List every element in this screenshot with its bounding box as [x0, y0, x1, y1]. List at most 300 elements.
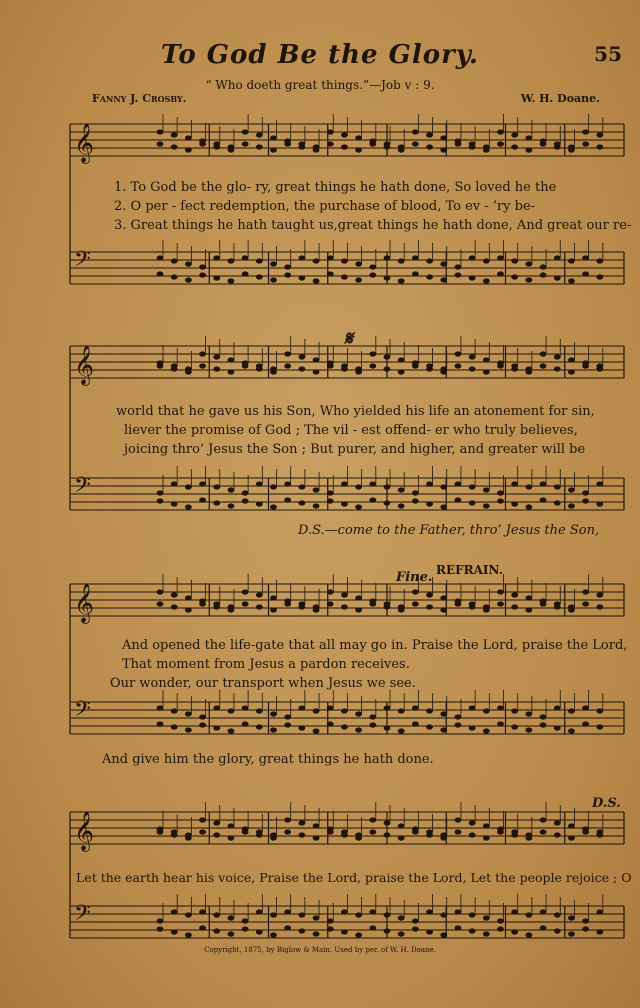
note-head: [213, 725, 220, 730]
note-head: [313, 357, 320, 362]
note-head: [483, 147, 490, 152]
note-head: [270, 147, 277, 152]
note-head: [313, 369, 320, 374]
note-head: [284, 714, 291, 719]
note-head: [270, 607, 277, 612]
note-head: [525, 912, 532, 917]
note-head: [341, 144, 348, 149]
note-head: [284, 601, 291, 606]
note-head: [596, 274, 603, 279]
note-head: [426, 274, 433, 279]
note-head: [455, 363, 462, 368]
note-head: [341, 132, 348, 137]
note-head: [596, 481, 603, 486]
note-head: [284, 481, 291, 486]
note-head: [171, 724, 178, 729]
note-head: [242, 705, 249, 710]
note-head: [596, 909, 603, 914]
note-head: [455, 497, 462, 502]
note-head: [355, 595, 362, 600]
note-head: [369, 141, 376, 146]
note-head: [426, 604, 433, 609]
note-head: [426, 258, 433, 263]
note-head: [525, 369, 532, 374]
note-head: [497, 721, 504, 726]
note-head: [483, 278, 490, 283]
note-head: [582, 363, 589, 368]
note-head: [568, 278, 575, 283]
note-head: [157, 721, 164, 726]
note-head: [511, 724, 518, 729]
note-head: [568, 258, 575, 263]
note-head: [242, 601, 249, 606]
note-head: [228, 728, 235, 733]
note-head: [568, 607, 575, 612]
note-head: [469, 500, 476, 505]
note-head: [199, 351, 206, 356]
note-head: [313, 708, 320, 713]
note-head: [185, 504, 192, 509]
note-head: [341, 258, 348, 263]
note-head: [525, 607, 532, 612]
note-head: [554, 705, 561, 710]
note-head: [185, 912, 192, 917]
note-head: [355, 711, 362, 716]
note-head: [171, 604, 178, 609]
note-head: [341, 592, 348, 597]
note-head: [298, 275, 305, 280]
note-head: [455, 829, 462, 834]
note-head: [228, 503, 235, 508]
note-head: [497, 129, 504, 134]
note-head: [525, 711, 532, 716]
note-head: [171, 144, 178, 149]
note-head: [525, 135, 532, 140]
note-head: [341, 501, 348, 506]
note-head: [540, 829, 547, 834]
note-head: [497, 705, 504, 710]
note-head: [199, 714, 206, 719]
fine-mark: Fine.: [396, 570, 433, 585]
note-head: [554, 500, 561, 505]
note-head: [369, 714, 376, 719]
note-head: [469, 820, 476, 825]
note-head: [455, 925, 462, 930]
note-head: [185, 261, 192, 266]
note-head: [369, 722, 376, 727]
page-number: 55: [594, 42, 622, 66]
note-head: [554, 366, 561, 371]
system3-ds-line: And give him the glory, great things he hath done.: [102, 752, 434, 767]
note-head: [426, 832, 433, 837]
note-head: [540, 264, 547, 269]
note-head: [596, 929, 603, 934]
note-head: [199, 925, 206, 930]
note-head: [298, 144, 305, 149]
note-head: [284, 722, 291, 727]
copyright-notice: Copyright, 1875, by Biglow & Main. Used by per. of W. H. Doane.: [204, 946, 436, 954]
note-head: [185, 711, 192, 716]
note-head: [157, 255, 164, 260]
note-head: [284, 909, 291, 914]
note-head: [483, 915, 490, 920]
composer-credit: W. H. Doane.: [520, 92, 600, 105]
note-head: [412, 926, 419, 931]
note-head: [426, 144, 433, 149]
note-head: [511, 929, 518, 934]
note-head: [412, 918, 419, 923]
note-head: [483, 258, 490, 263]
note-head: [171, 132, 178, 137]
note-head: [157, 271, 164, 276]
note-head: [355, 835, 362, 840]
treble-clef: 𝄞: [74, 123, 95, 163]
note-head: [256, 909, 263, 914]
note-head: [284, 363, 291, 368]
note-head: [256, 604, 263, 609]
note-head: [412, 363, 419, 368]
note-head: [568, 503, 575, 508]
note-head: [426, 366, 433, 371]
note-head: [313, 607, 320, 612]
note-head: [213, 275, 220, 280]
note-head: [426, 909, 433, 914]
note-head: [256, 481, 263, 486]
note-head: [256, 592, 263, 597]
note-head: [398, 278, 405, 283]
note-head: [497, 918, 504, 923]
note-head: [568, 708, 575, 713]
note-head: [540, 481, 547, 486]
note-head: [199, 722, 206, 727]
note-head: [525, 595, 532, 600]
note-head: [298, 366, 305, 371]
note-head: [256, 258, 263, 263]
note-head: [469, 928, 476, 933]
note-head: [511, 909, 518, 914]
note-head: [341, 832, 348, 837]
note-head: [469, 144, 476, 149]
note-head: [199, 497, 206, 502]
note-head: [412, 829, 419, 834]
note-head: [497, 589, 504, 594]
system1-verse3: 3. Great things he hath taught us,great things he hath done, And great our re-: [114, 218, 632, 233]
note-head: [525, 277, 532, 282]
system1-verse1: 1. To God be the glo- ry, great things he hath done, So loved he the: [114, 180, 557, 195]
note-head: [355, 135, 362, 140]
bass-clef: 𝄢: [74, 697, 91, 727]
note-head: [185, 835, 192, 840]
note-head: [199, 909, 206, 914]
note-head: [256, 132, 263, 137]
note-head: [185, 607, 192, 612]
note-head: [256, 144, 263, 149]
system2-verse3: joicing thro’ Jesus the Son ; But purer, and higher, and greater will be: [124, 442, 586, 457]
note-head: [525, 147, 532, 152]
note-head: [483, 369, 490, 374]
note-head: [398, 607, 405, 612]
note-head: [412, 498, 419, 503]
note-head: [596, 132, 603, 137]
note-head: [213, 144, 220, 149]
note-head: [426, 132, 433, 137]
note-head: [313, 931, 320, 936]
note-head: [199, 829, 206, 834]
note-head: [554, 144, 561, 149]
note-head: [157, 129, 164, 134]
note-head: [596, 604, 603, 609]
note-head: [596, 592, 603, 597]
note-head: [313, 823, 320, 828]
note-head: [568, 728, 575, 733]
note-head: [596, 501, 603, 506]
note-head: [157, 918, 164, 923]
note-head: [540, 363, 547, 368]
note-head: [469, 832, 476, 837]
note-head: [497, 141, 504, 146]
note-head: [298, 820, 305, 825]
note-head: [199, 264, 206, 269]
note-head: [355, 932, 362, 937]
note-head: [483, 728, 490, 733]
note-head: [284, 264, 291, 269]
note-head: [412, 129, 419, 134]
note-head: [582, 601, 589, 606]
note-head: [568, 915, 575, 920]
note-head: [455, 817, 462, 822]
note-head: [540, 272, 547, 277]
note-head: [469, 912, 476, 917]
note-head: [412, 141, 419, 146]
note-head: [355, 147, 362, 152]
note-head: [242, 141, 249, 146]
note-head: [355, 277, 362, 282]
note-head: [284, 925, 291, 930]
note-head: [270, 484, 277, 489]
note-head: [398, 931, 405, 936]
note-head: [313, 728, 320, 733]
note-head: [270, 912, 277, 917]
note-head: [469, 484, 476, 489]
note-head: [369, 272, 376, 277]
note-head: [355, 727, 362, 732]
note-head: [171, 929, 178, 934]
note-head: [369, 601, 376, 606]
note-head: [540, 925, 547, 930]
note-head: [199, 481, 206, 486]
note-head: [270, 595, 277, 600]
note-head: [554, 725, 561, 730]
note-head: [568, 487, 575, 492]
note-head: [228, 708, 235, 713]
note-head: [355, 607, 362, 612]
note-head: [228, 915, 235, 920]
note-head: [412, 490, 419, 495]
note-head: [554, 820, 561, 825]
note-head: [398, 823, 405, 828]
note-head: [398, 728, 405, 733]
note-head: [270, 932, 277, 937]
system1-verse2: 2. O per - fect redemption, the purchase of blood, To ev - ’ry be-: [114, 199, 536, 214]
note-head: [228, 607, 235, 612]
ds-mark: D.S.: [592, 796, 621, 811]
note-head: [256, 501, 263, 506]
note-head: [171, 481, 178, 486]
note-head: [511, 132, 518, 137]
note-head: [213, 820, 220, 825]
note-head: [540, 817, 547, 822]
note-head: [582, 498, 589, 503]
note-head: [270, 835, 277, 840]
note-head: [483, 503, 490, 508]
note-head: [157, 141, 164, 146]
note-head: [554, 912, 561, 917]
note-head: [369, 829, 376, 834]
note-head: [497, 829, 504, 834]
note-head: [228, 357, 235, 362]
note-head: [284, 351, 291, 356]
note-head: [185, 727, 192, 732]
note-head: [582, 721, 589, 726]
note-head: [228, 823, 235, 828]
note-head: [256, 274, 263, 279]
note-head: [199, 363, 206, 368]
note-head: [540, 909, 547, 914]
note-head: [398, 147, 405, 152]
note-head: [228, 835, 235, 840]
note-head: [313, 278, 320, 283]
system3-verse2: That moment from Jesus a pardon receives.: [122, 657, 410, 672]
note-head: [540, 141, 547, 146]
note-head: [525, 932, 532, 937]
note-head: [511, 501, 518, 506]
note-head: [483, 823, 490, 828]
note-head: [455, 909, 462, 914]
note-head: [525, 727, 532, 732]
note-head: [369, 817, 376, 822]
note-head: [582, 141, 589, 146]
note-head: [185, 932, 192, 937]
treble-clef: 𝄞: [74, 811, 95, 851]
note-head: [455, 351, 462, 356]
note-head: [298, 705, 305, 710]
note-head: [228, 258, 235, 263]
system2-verse1: world that he gave us his Son, Who yielded his life an atonement for sin,: [116, 404, 595, 419]
note-head: [313, 503, 320, 508]
note-head: [469, 275, 476, 280]
note-head: [511, 144, 518, 149]
note-head: [213, 354, 220, 359]
note-head: [298, 928, 305, 933]
note-head: [242, 129, 249, 134]
note-head: [554, 832, 561, 837]
author-credit: Fanny J. Crosby.: [92, 92, 187, 105]
note-head: [242, 918, 249, 923]
note-head: [483, 357, 490, 362]
note-head: [582, 271, 589, 276]
note-head: [298, 832, 305, 837]
note-head: [369, 481, 376, 486]
note-head: [540, 601, 547, 606]
system3-verse3: Our wonder, our transport when Jesus we see.: [110, 676, 416, 691]
note-head: [171, 501, 178, 506]
note-head: [341, 909, 348, 914]
note-head: [412, 705, 419, 710]
note-head: [199, 141, 206, 146]
note-head: [582, 926, 589, 931]
note-head: [341, 929, 348, 934]
note-head: [242, 498, 249, 503]
note-head: [171, 258, 178, 263]
note-head: [369, 363, 376, 368]
note-head: [554, 484, 561, 489]
note-head: [596, 258, 603, 263]
note-head: [540, 722, 547, 727]
note-head: [426, 708, 433, 713]
system4-lyric: Let the earth hear his voice, Praise the Lord, praise the Lord, Let the people rejoice ; O: [76, 870, 632, 885]
note-head: [284, 497, 291, 502]
note-head: [398, 487, 405, 492]
clef-signs: [74, 123, 94, 931]
note-head: [426, 929, 433, 934]
note-head: [355, 504, 362, 509]
note-head: [213, 500, 220, 505]
note-head: [157, 490, 164, 495]
note-head: [483, 487, 490, 492]
note-head: [469, 725, 476, 730]
note-head: [298, 604, 305, 609]
note-head: [469, 705, 476, 710]
note-head: [497, 926, 504, 931]
note-head: [185, 369, 192, 374]
note-head: [242, 721, 249, 726]
note-head: [298, 912, 305, 917]
note-head: [582, 490, 589, 495]
note-head: [213, 832, 220, 837]
note-head: [369, 497, 376, 502]
note-head: [412, 721, 419, 726]
note-head: [582, 829, 589, 834]
note-head: [284, 817, 291, 822]
note-head: [398, 835, 405, 840]
note-head: [596, 708, 603, 713]
note-head: [157, 829, 164, 834]
note-head: [199, 601, 206, 606]
note-head: [369, 351, 376, 356]
note-head: [185, 135, 192, 140]
note-head: [497, 255, 504, 260]
note-head: [355, 912, 362, 917]
note-head: [284, 272, 291, 277]
note-head: [554, 604, 561, 609]
note-head: [554, 275, 561, 280]
note-head: [341, 724, 348, 729]
note-head: [426, 724, 433, 729]
note-head: [511, 366, 518, 371]
note-head: [270, 727, 277, 732]
note-head: [568, 147, 575, 152]
note-head: [171, 274, 178, 279]
note-head: [199, 272, 206, 277]
note-head: [171, 366, 178, 371]
note-head: [256, 832, 263, 837]
note-head: [483, 708, 490, 713]
note-head: [341, 708, 348, 713]
note-head: [511, 708, 518, 713]
note-head: [284, 829, 291, 834]
note-head: [313, 915, 320, 920]
note-head: [497, 490, 504, 495]
